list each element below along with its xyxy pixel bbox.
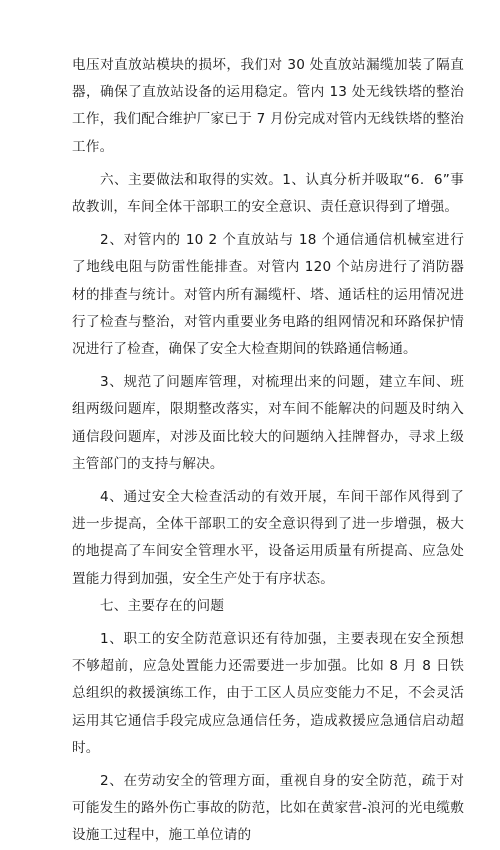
section-heading-seven: 七、主要存在的问题 — [100, 597, 225, 614]
paragraph-continued: 电压对直放站模块的损坏，我们对 30 处直放站漏缆加装了隔直器，确保了直放站设备的运用稳定。管内 13 处无线铁塔的整治工作，我们配合维护厂家已于 7 月份完成对管内无线铁塔的整治工作。 — [72, 57, 464, 155]
paragraph-problem-2: 2、在劳动安全的管理方面，重视自身的安全防范，疏于对可能发生的路外伤亡事故的防范，比如在黄家营-浪河的光电缆敷设施工过程中，施工单位请的 — [72, 773, 464, 844]
paragraph-item-2: 2、对管内的 10 2 个直放站与 18 个通信通信机械室进行了地线电阻与防雷性能排查。对管内 120 个站房进行了消防器材的排查与统计。对管内所有漏缆杆、塔、通话柱的运用情况进行了检查与整治，对管内重要业务电路的组网情况和环路保护情况进行了检查，确保了安全大检查期间的铁路通信畅通。 — [72, 232, 464, 358]
paragraph-problem-1: 1、职工的安全防范意识还有待加强，主要表现在安全预想不够超前，应急处置能力还需要进一步加强。比如 8 月 8 日铁总组织的救援演练工作，由于工区人员应变能力不足，不会灵活运用其它通信手段完成应急通信任务，造成救援应急通信启动超时。 — [72, 631, 464, 756]
paragraph-item-4: 4、通过安全大检查活动的有效开展，车间干部作风得到了进一步提高，全体干部职工的安全意识得到了进一步增强，极大的地提高了车间安全管理水平，设备运用质量有所提高、应急处置能力得到加强，安全生产处于有序状态。 — [72, 489, 464, 587]
paragraph-section-six: 六、主要做法和取得的实效。1、认真分析并吸取“6．6”事故教训，车间全体干部职工的安全意识、责任意识得到了增强。 — [72, 171, 464, 216]
paragraph-item-3: 3、规范了问题库管理，对梳理出来的问题，建立车间、班组两级问题库，限期整改落实，对车间不能解决的问题及时纳入通信段问题库，对涉及面比较大的问题纳入挂牌督办，寻求上级主管部门的支持与解决。 — [72, 374, 464, 472]
